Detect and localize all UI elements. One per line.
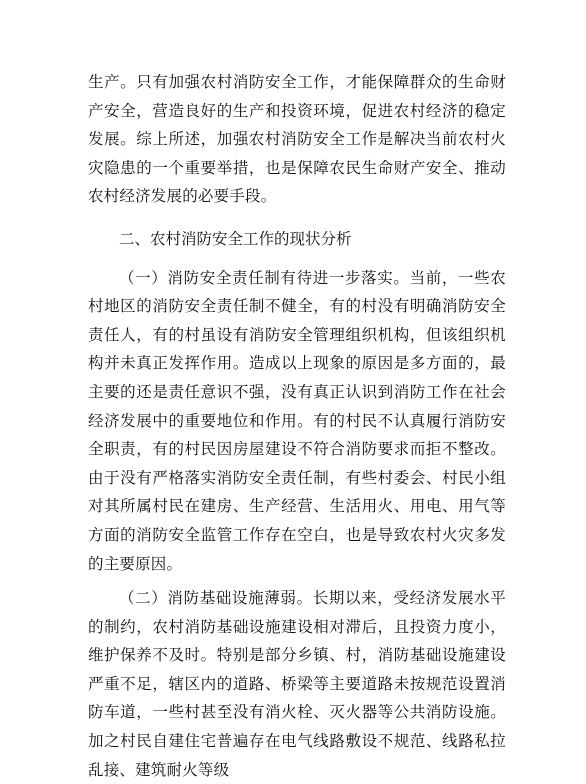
paragraph-infrastructure: （二）消防基础设施薄弱。长期以来，受经济发展水平的制约，农村消防基础设施建设相对滞后，且投资力度小，维护保养不及时。特别是部分乡镇、村，消防基础设施建设严重不足，辖区内的道路、桥梁等主要道路未按规范设置消防车道，一些村甚至没有消火栓、灭火器等公共消防设施。加之村民自建住宅普遍存在电气线路敷设不规范、线路私拉乱接、建筑耐火等级 <box>88 589 506 779</box>
document-page <box>88 68 506 784</box>
paragraph-responsibility: （一）消防安全责任制有待进一步落实。当前，一些农村地区的消防安全责任制不健全，有的村没有明确消防安全责任人，有的村虽设有消防安全管理组织机构，但该组织机构并未真正发挥作用。造成以上现象的原因是多方面的，最主要的还是责任意识不强，没有真正认识到消防工作在社会经济发展中的重要地位和作用。有的村民不认真履行消防安全职责，有的村民因房屋建设不符合消防要求而拒不整改。由于没有严格落实消防安全责任制，有些村委会、村民小组对其所属村民在建房、生产经营、生活用火、用电、用气等方面的消防安全监管工作存在空白，也是导致农村火灾多发的主要原因。 <box>88 268 506 573</box>
section-heading: 二、农村消防安全工作的现状分析 <box>119 229 352 248</box>
paragraph-conclusion: 生产。只有加强农村消防安全工作，才能保障群众的生命财产安全，营造良好的生产和投资环境，促进农村经济的稳定发展。综上所述，加强农村消防安全工作是解决当前农村火灾隐患的一个重要举措，也是保障农民生命财产安全、推动农村经济发展的必要手段。 <box>88 73 506 206</box>
